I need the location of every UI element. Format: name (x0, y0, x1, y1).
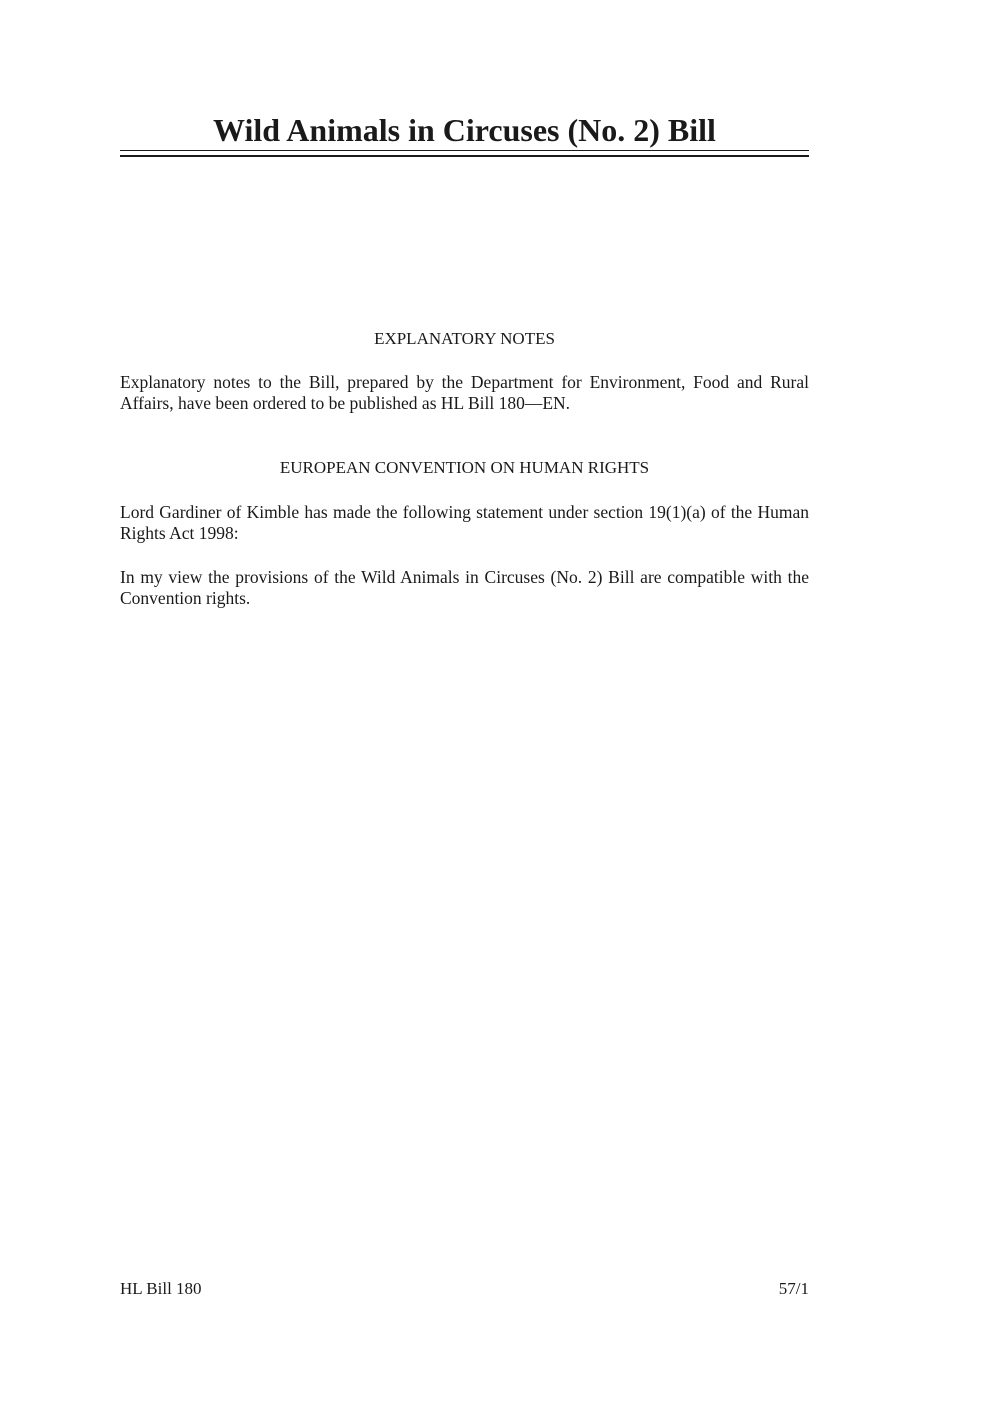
title-rule-thin (120, 150, 809, 151)
title-rule-thick (120, 155, 809, 157)
bill-title: Wild Animals in Circuses (No. 2) Bill (213, 112, 716, 148)
section-heading-echr: EUROPEAN CONVENTION ON HUMAN RIGHTS (279, 458, 650, 477)
explanatory-notes-paragraph: Explanatory notes to the Bill, prepared by the Department for Environment, Food and Rural Affairs, have been ordered to be published as HL Bill 180—EN. (120, 372, 809, 413)
section-heading-explanatory-notes: EXPLANATORY NOTES (374, 329, 555, 348)
echr-statement-intro: Lord Gardiner of Kimble has made the following statement under section 19(1)(a) of the Human Rights Act 1998: (120, 502, 809, 543)
document-page (120, 0, 809, 1403)
echr-compatibility-statement: In my view the provisions of the Wild Animals in Circuses (No. 2) Bill are compatible with the Convention rights. (120, 567, 809, 608)
footer-page-reference: 57/1 (778, 1279, 809, 1298)
footer-bill-reference: HL Bill 180 (120, 1279, 202, 1298)
